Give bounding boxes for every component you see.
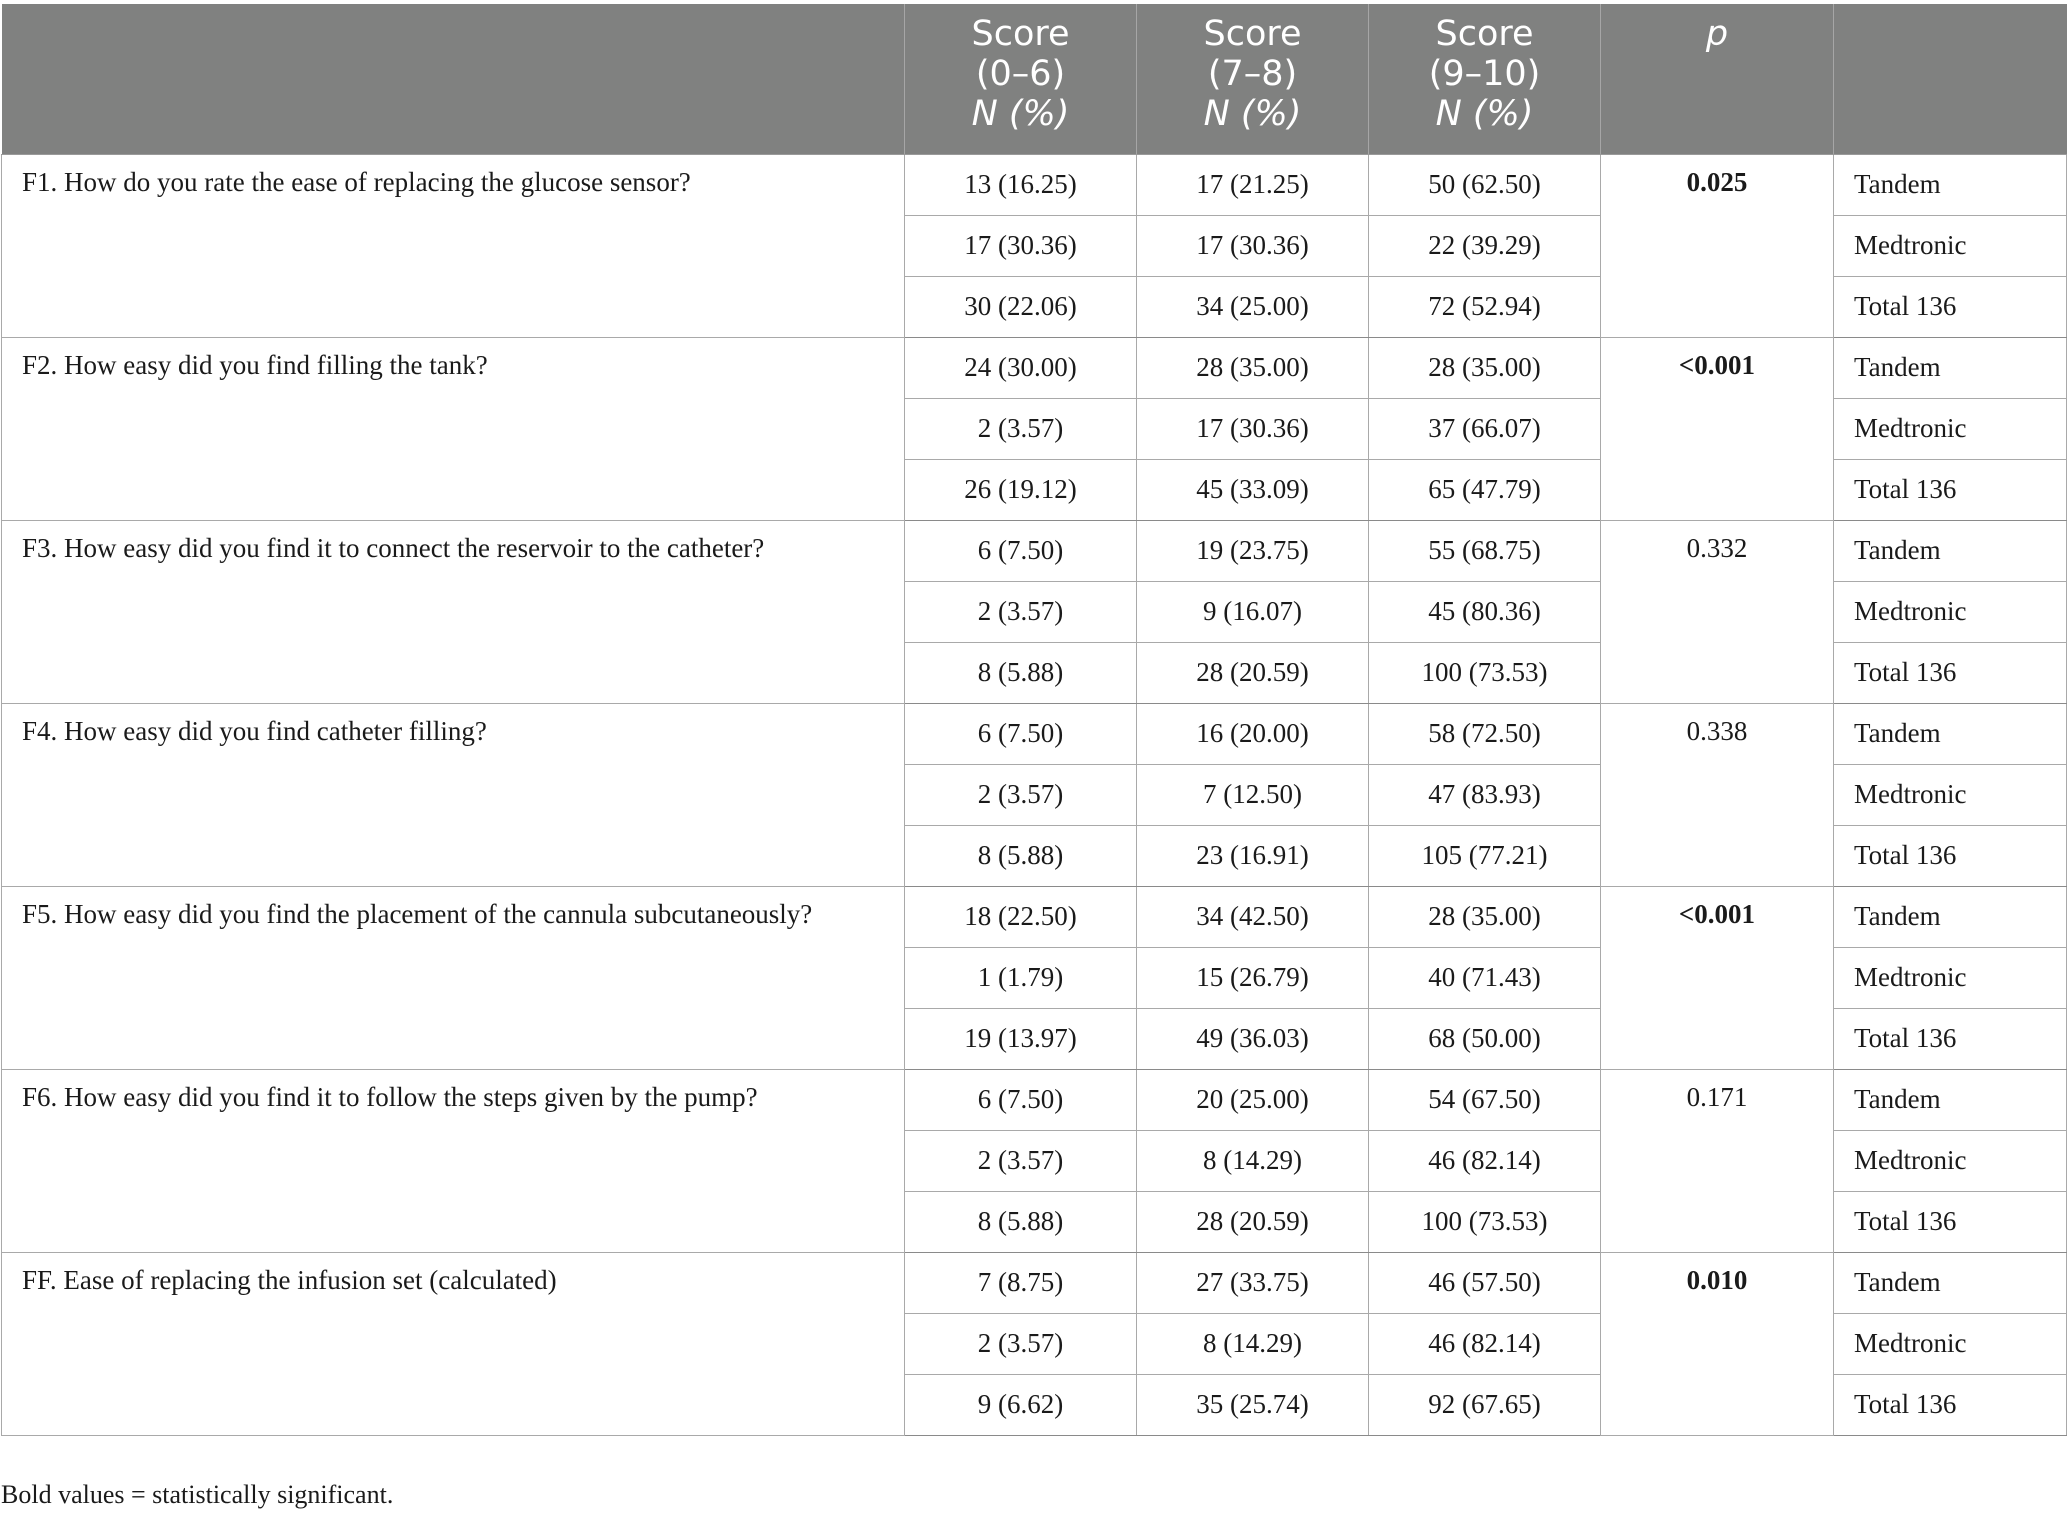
score-7-8-cell: 8 (14.29) [1137,1130,1369,1191]
header-range: (9–10) [1428,54,1541,94]
table-row [2,1069,2067,1130]
header-row [2,4,2067,154]
score-7-8-cell: 16 (20.00) [1137,703,1369,764]
group-cell: Medtronic [1834,215,2067,276]
score-9-10-cell: 54 (67.50) [1369,1069,1601,1130]
score-9-10-cell: 37 (66.07) [1369,398,1601,459]
table-footnote: Bold values = statistically significant. [1,1480,394,1509]
table-row [2,703,2067,764]
header-unit: N (%) [971,94,1070,134]
score-0-6-cell: 19 (13.97) [905,1008,1137,1069]
score-9-10-cell: 46 (82.14) [1369,1313,1601,1374]
header-group [1834,4,2067,154]
score-0-6-cell: 18 (22.50) [905,886,1137,947]
score-9-10-cell: 46 (82.14) [1369,1130,1601,1191]
header-p-value [1601,4,1834,154]
score-9-10-cell: 28 (35.00) [1369,337,1601,398]
header-score-7-8 [1137,4,1369,154]
score-9-10-cell: 100 (73.53) [1369,1191,1601,1252]
score-7-8-cell: 17 (30.36) [1137,215,1369,276]
table-body [2,154,2067,1435]
score-7-8-cell: 19 (23.75) [1137,520,1369,581]
score-0-6-cell: 6 (7.50) [905,520,1137,581]
p-value-cell: 0.025 [1601,154,1834,337]
p-value-cell: 0.332 [1601,520,1834,703]
score-9-10-cell: 105 (77.21) [1369,825,1601,886]
score-7-8-cell: 28 (20.59) [1137,642,1369,703]
score-9-10-cell: 50 (62.50) [1369,154,1601,215]
score-7-8-cell: 27 (33.75) [1137,1252,1369,1313]
score-9-10-cell: 22 (39.29) [1369,215,1601,276]
score-7-8-cell: 23 (16.91) [1137,825,1369,886]
score-9-10-cell: 47 (83.93) [1369,764,1601,825]
question-cell: F3. How easy did you find it to connect the reservoir to the catheter? [2,520,905,703]
group-cell: Medtronic [1834,1313,2067,1374]
header-score-0-6 [905,4,1137,154]
header-question [2,4,905,154]
group-cell: Total 136 [1834,1008,2067,1069]
header-score-9-10 [1369,4,1601,154]
group-cell: Medtronic [1834,764,2067,825]
question-cell: F1. How do you rate the ease of replacing the glucose sensor? [2,154,905,337]
group-cell: Tandem [1834,1252,2067,1313]
question-cell: F4. How easy did you find catheter filling? [2,703,905,886]
score-9-10-cell: 68 (50.00) [1369,1008,1601,1069]
table-row [2,337,2067,398]
p-value-cell: 0.338 [1601,703,1834,886]
group-cell: Total 136 [1834,459,2067,520]
question-cell: F2. How easy did you find filling the tank? [2,337,905,520]
score-7-8-cell: 9 (16.07) [1137,581,1369,642]
score-9-10-cell: 46 (57.50) [1369,1252,1601,1313]
score-0-6-cell: 30 (22.06) [905,276,1137,337]
group-cell: Medtronic [1834,947,2067,1008]
table-row [2,886,2067,947]
question-cell: FF. Ease of replacing the infusion set (calculated) [2,1252,905,1435]
score-9-10-cell: 28 (35.00) [1369,886,1601,947]
group-cell: Tandem [1834,1069,2067,1130]
group-cell: Total 136 [1834,1374,2067,1435]
score-7-8-cell: 28 (20.59) [1137,1191,1369,1252]
score-0-6-cell: 13 (16.25) [905,154,1137,215]
header-unit: N (%) [1203,94,1302,134]
group-cell: Tandem [1834,337,2067,398]
score-0-6-cell: 7 (8.75) [905,1252,1137,1313]
p-value-cell: 0.010 [1601,1252,1834,1435]
score-0-6-cell: 9 (6.62) [905,1374,1137,1435]
group-cell: Total 136 [1834,276,2067,337]
score-9-10-cell: 58 (72.50) [1369,703,1601,764]
score-9-10-cell: 55 (68.75) [1369,520,1601,581]
p-value-cell: 0.171 [1601,1069,1834,1252]
table-row [2,154,2067,215]
score-0-6-cell: 6 (7.50) [905,703,1137,764]
header-label: Score [1435,14,1534,54]
group-cell: Total 136 [1834,1191,2067,1252]
group-cell: Tandem [1834,154,2067,215]
score-7-8-cell: 35 (25.74) [1137,1374,1369,1435]
header-unit: N (%) [1435,94,1534,134]
score-7-8-cell: 34 (42.50) [1137,886,1369,947]
score-7-8-cell: 15 (26.79) [1137,947,1369,1008]
score-0-6-cell: 8 (5.88) [905,1191,1137,1252]
table-row [2,520,2067,581]
score-7-8-cell: 20 (25.00) [1137,1069,1369,1130]
score-9-10-cell: 65 (47.79) [1369,459,1601,520]
score-9-10-cell: 100 (73.53) [1369,642,1601,703]
question-cell: F6. How easy did you find it to follow the steps given by the pump? [2,1069,905,1252]
score-0-6-cell: 2 (3.57) [905,1130,1137,1191]
score-7-8-cell: 7 (12.50) [1137,764,1369,825]
group-cell: Medtronic [1834,398,2067,459]
score-7-8-cell: 45 (33.09) [1137,459,1369,520]
score-9-10-cell: 40 (71.43) [1369,947,1601,1008]
score-0-6-cell: 8 (5.88) [905,825,1137,886]
score-0-6-cell: 1 (1.79) [905,947,1137,1008]
p-value-cell: <0.001 [1601,886,1834,1069]
question-cell: F5. How easy did you find the placement of the cannula subcutaneously? [2,886,905,1069]
score-7-8-cell: 34 (25.00) [1137,276,1369,337]
group-cell: Medtronic [1834,581,2067,642]
header-range: (0–6) [975,54,1066,94]
score-7-8-cell: 49 (36.03) [1137,1008,1369,1069]
group-cell: Total 136 [1834,642,2067,703]
header-label: p [1705,14,1729,54]
table-row [2,1252,2067,1313]
score-0-6-cell: 2 (3.57) [905,581,1137,642]
group-cell: Tandem [1834,520,2067,581]
results-table [1,4,2067,1436]
score-0-6-cell: 8 (5.88) [905,642,1137,703]
group-cell: Total 136 [1834,825,2067,886]
score-9-10-cell: 72 (52.94) [1369,276,1601,337]
score-7-8-cell: 8 (14.29) [1137,1313,1369,1374]
score-0-6-cell: 17 (30.36) [905,215,1137,276]
group-cell: Tandem [1834,703,2067,764]
header-range: (7–8) [1207,54,1298,94]
score-0-6-cell: 6 (7.50) [905,1069,1137,1130]
score-9-10-cell: 45 (80.36) [1369,581,1601,642]
header-label: Score [1203,14,1302,54]
score-0-6-cell: 2 (3.57) [905,764,1137,825]
score-0-6-cell: 24 (30.00) [905,337,1137,398]
score-0-6-cell: 26 (19.12) [905,459,1137,520]
score-7-8-cell: 17 (21.25) [1137,154,1369,215]
score-9-10-cell: 92 (67.65) [1369,1374,1601,1435]
group-cell: Tandem [1834,886,2067,947]
header-label: Score [971,14,1070,54]
p-value-cell: <0.001 [1601,337,1834,520]
score-7-8-cell: 17 (30.36) [1137,398,1369,459]
group-cell: Medtronic [1834,1130,2067,1191]
table-header [2,4,2067,154]
score-7-8-cell: 28 (35.00) [1137,337,1369,398]
score-0-6-cell: 2 (3.57) [905,1313,1137,1374]
score-0-6-cell: 2 (3.57) [905,398,1137,459]
